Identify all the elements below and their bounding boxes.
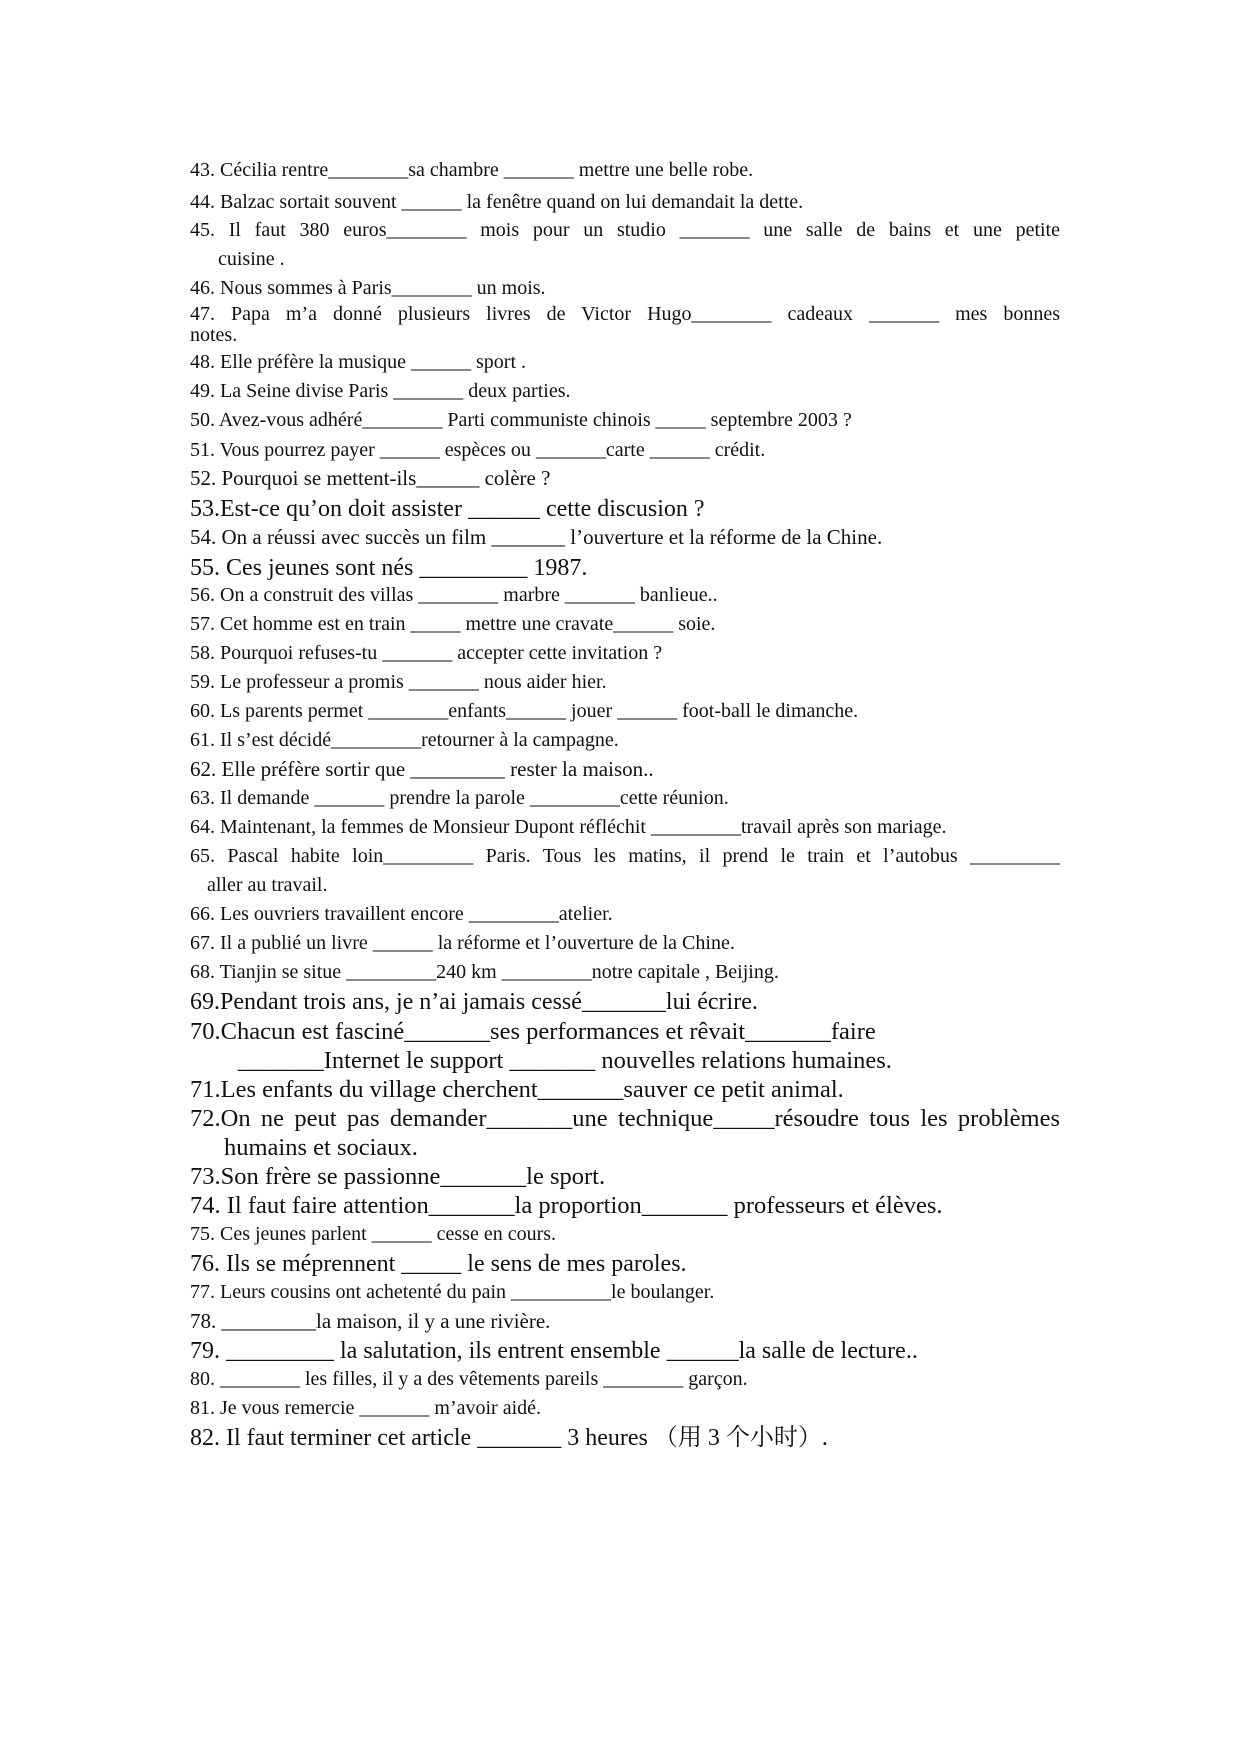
- exercise-line: 82. Il faut terminer cet article _______ 3 heures （用 3 个小时）.: [190, 1425, 828, 1451]
- exercise-line: 67. Il a publié un livre ______ la réforme et l’ouverture de la Chine.: [190, 932, 735, 954]
- exercise-line: 45. Il faut 380 euros________ mois pour un studio _______ une salle de bains et une petite: [190, 219, 1060, 241]
- exercise-line: 47. Papa m’a donné plusieurs livres de Victor Hugo________ cadeaux _______ mes bonnes: [190, 303, 1060, 325]
- exercise-line: 58. Pourquoi refuses-tu _______ accepter cette invitation ?: [190, 642, 663, 664]
- exercise-line: 56. On a construit des villas ________ marbre _______ banlieue..: [190, 584, 718, 606]
- exercise-line: 62. Elle préfère sortir que _________ rester la maison..: [190, 757, 654, 781]
- exercise-line: 72.On ne peut pas demander_______une technique_____résoudre tous les problèmes: [190, 1105, 1060, 1132]
- exercise-line: 63. Il demande _______ prendre la parole _________cette réunion.: [190, 787, 729, 809]
- exercise-line: 46. Nous sommes à Paris________ un mois.: [190, 277, 546, 299]
- exercise-line: 81. Je vous remercie _______ m’avoir aidé.: [190, 1397, 542, 1419]
- exercise-line: 75. Ces jeunes parlent ______ cesse en cours.: [190, 1223, 557, 1245]
- exercise-line: 64. Maintenant, la femmes de Monsieur Dupont réfléchit _________travail après son mariage.: [190, 816, 947, 838]
- exercise-line: 59. Le professeur a promis _______ nous aider hier.: [190, 671, 607, 693]
- exercise-line: 43. Cécilia rentre________sa chambre _______ mettre une belle robe.: [190, 159, 754, 181]
- exercise-line: 77. Leurs cousins ont achetenté du pain __________le boulanger.: [190, 1281, 715, 1303]
- exercise-line: 55. Ces jeunes sont nés _________ 1987.: [190, 555, 588, 581]
- exercise-line: 73.Son frère se passionne_______le sport.: [190, 1163, 606, 1190]
- exercise-line: aller au travail.: [207, 874, 328, 896]
- exercise-line: 61. Il s’est décidé_________retourner à la campagne.: [190, 729, 619, 751]
- exercise-line: 79. _________ la salutation, ils entrent ensemble ______la salle de lecture..: [190, 1338, 918, 1364]
- exercise-line: 48. Elle préfère la musique ______ sport .: [190, 351, 527, 373]
- exercise-line: 49. La Seine divise Paris _______ deux parties.: [190, 380, 571, 402]
- exercise-line: 65. Pascal habite loin_________ Paris. Tous les matins, il prend le train et l’autobus _________: [190, 845, 1060, 867]
- exercise-line: 69.Pendant trois ans, je n’ai jamais cessé_______lui écrire.: [190, 989, 758, 1015]
- exercise-line: 68. Tianjin se situe _________240 km _________notre capitale , Beijing.: [190, 961, 779, 983]
- exercise-line: cuisine .: [218, 248, 285, 270]
- exercise-line: 70.Chacun est fasciné_______ses performances et rêvait_______faire: [190, 1018, 876, 1045]
- exercise-line: 66. Les ouvriers travaillent encore _________atelier.: [190, 903, 613, 925]
- exercise-line: humains et sociaux.: [224, 1134, 418, 1161]
- exercise-line: 78. _________la maison, il y a une rivière.: [190, 1309, 551, 1333]
- exercise-line: 74. Il faut faire attention_______la proportion_______ professeurs et élèves.: [190, 1192, 943, 1219]
- exercise-line: notes.: [190, 324, 238, 346]
- exercise-line: 60. Ls parents permet ________enfants______ jouer ______ foot-ball le dimanche.: [190, 700, 859, 722]
- exercise-line: 57. Cet homme est en train _____ mettre une cravate______ soie.: [190, 613, 716, 635]
- exercise-line: 44. Balzac sortait souvent ______ la fenêtre quand on lui demandait la dette.: [190, 191, 804, 213]
- exercise-line: 53.Est-ce qu’on doit assister ______ cette discusion ?: [190, 496, 705, 522]
- exercise-line: 54. On a réussi avec succès un film _______ l’ouverture et la réforme de la Chine.: [190, 525, 883, 549]
- exercise-line: 52. Pourquoi se mettent-ils______ colère ?: [190, 466, 551, 490]
- exercise-line: 51. Vous pourrez payer ______ espèces ou _______carte ______ crédit.: [190, 439, 766, 461]
- exercise-line: 76. Ils se méprennent _____ le sens de mes paroles.: [190, 1251, 687, 1277]
- exercise-line: 80. ________ les filles, il y a des vêtements pareils ________ garçon.: [190, 1368, 748, 1390]
- exercise-line: 50. Avez-vous adhéré________ Parti communiste chinois _____ septembre 2003 ?: [190, 409, 852, 431]
- exercise-line: 71.Les enfants du village cherchent_______sauver ce petit animal.: [190, 1076, 844, 1103]
- exercise-line: _______Internet le support _______ nouvelles relations humaines.: [238, 1047, 892, 1074]
